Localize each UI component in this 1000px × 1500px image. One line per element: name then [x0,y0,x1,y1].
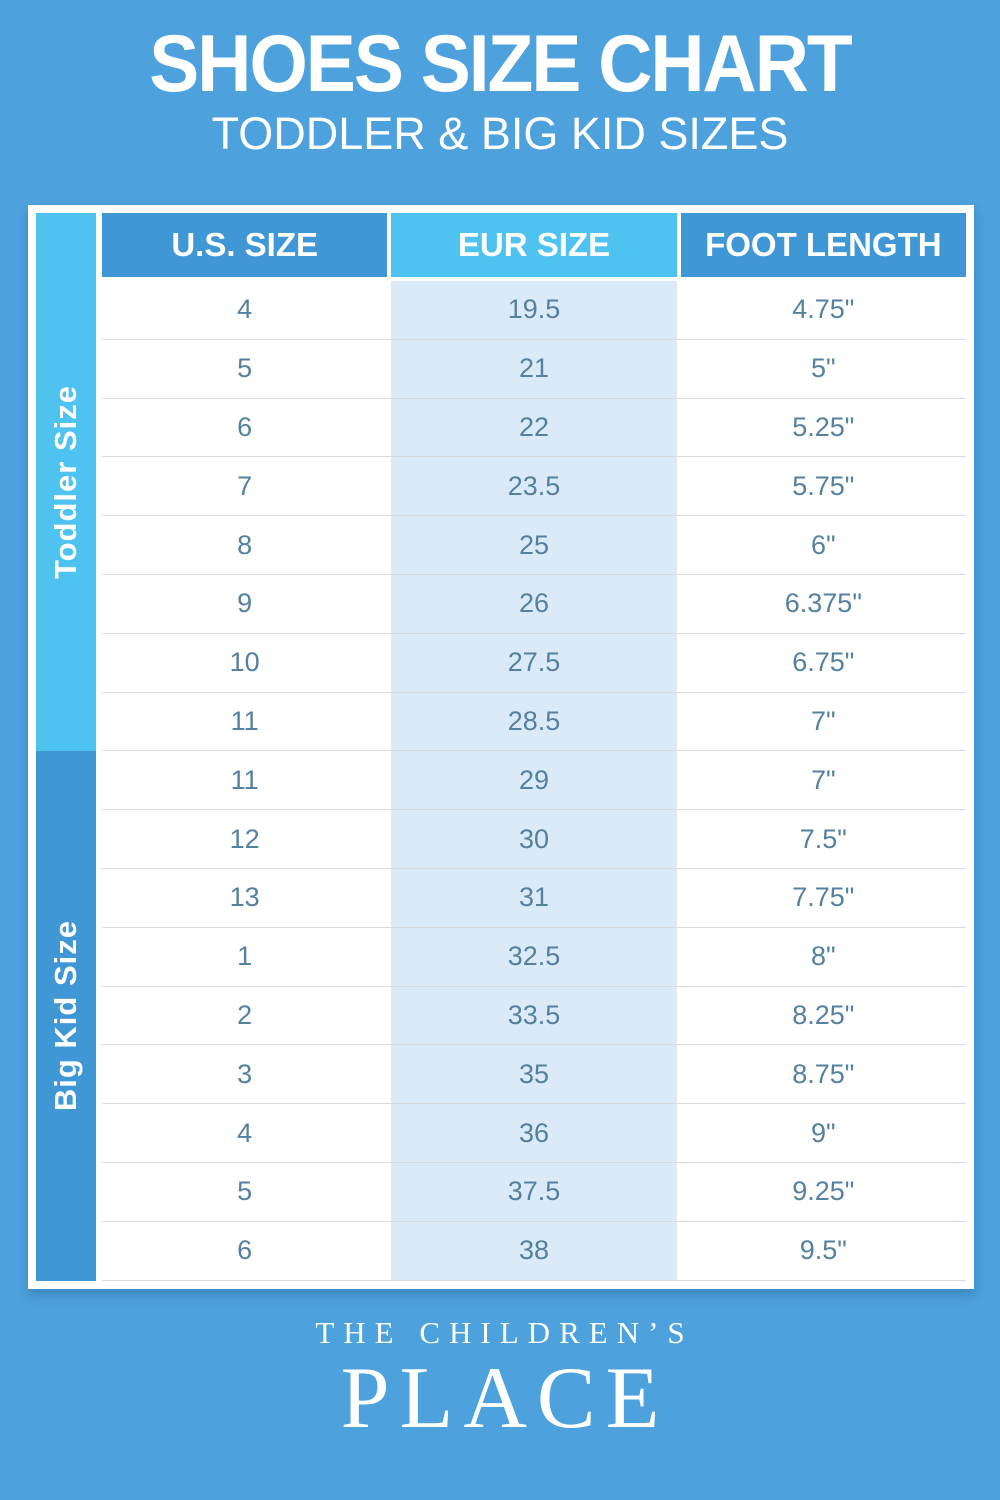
foot-length-cell: 5.75" [681,457,966,515]
table-row [102,1104,966,1163]
header-foot-length: FOOT LENGTH [681,213,966,277]
foot-length-cell: 9" [681,1104,966,1162]
table-row [102,457,966,516]
eur-size-cell: 25 [391,516,676,574]
us-size-cell: 4 [102,281,387,339]
foot-length-cell: 5" [681,340,966,398]
us-size-cell: 13 [102,869,387,927]
us-size-cell: 4 [102,1104,387,1162]
us-size-cell: 7 [102,457,387,515]
table-row [102,869,966,928]
us-size-cell: 11 [102,751,387,809]
eur-size-cell: 28.5 [391,693,676,751]
table-header-row [102,213,966,277]
eur-size-cell: 30 [391,810,676,868]
foot-length-cell: 7.75" [681,869,966,927]
title-block [0,0,1000,159]
us-size-cell: 1 [102,928,387,986]
us-size-cell: 11 [102,693,387,751]
eur-size-cell: 26 [391,575,676,633]
section-label-column [36,213,96,1281]
foot-length-cell: 7.5" [681,810,966,868]
table-row [102,281,966,340]
table-row [102,399,966,458]
table-row [102,1222,966,1281]
us-size-cell: 5 [102,1163,387,1221]
page-title: SHOES SIZE CHART [149,17,851,109]
table-row [102,751,966,810]
eur-size-cell: 27.5 [391,634,676,692]
table-row [102,987,966,1046]
size-chart-table [28,205,974,1289]
table-row [102,693,966,752]
size-table [102,213,966,1281]
bigkid-section-label: Big Kid Size [48,920,83,1112]
toddler-section-strip [36,213,96,751]
toddler-section-label: Toddler Size [48,384,83,579]
brand-line-place: PLACE [340,1350,670,1447]
foot-length-cell: 8" [681,928,966,986]
foot-length-cell: 7" [681,693,966,751]
foot-length-cell: 8.75" [681,1045,966,1103]
foot-length-cell: 6.75" [681,634,966,692]
foot-length-cell: 4.75" [681,281,966,339]
table-row [102,810,966,869]
foot-length-cell: 5.25" [681,399,966,457]
eur-size-cell: 22 [391,399,676,457]
eur-size-cell: 19.5 [391,281,676,339]
us-size-cell: 12 [102,810,387,868]
eur-size-cell: 32.5 [391,928,676,986]
foot-length-cell: 7" [681,751,966,809]
us-size-cell: 9 [102,575,387,633]
eur-size-cell: 21 [391,340,676,398]
us-size-cell: 6 [102,399,387,457]
us-size-cell: 6 [102,1222,387,1280]
eur-size-cell: 23.5 [391,457,676,515]
eur-size-cell: 35 [391,1045,676,1103]
foot-length-cell: 8.25" [681,987,966,1045]
table-row [102,634,966,693]
us-size-cell: 3 [102,1045,387,1103]
eur-size-cell: 31 [391,869,676,927]
eur-size-cell: 36 [391,1104,676,1162]
eur-size-cell: 37.5 [391,1163,676,1221]
foot-length-cell: 6" [681,516,966,574]
header-eur-size: EUR SIZE [391,213,676,277]
table-row [102,575,966,634]
eur-size-cell: 33.5 [391,987,676,1045]
table-row [102,516,966,575]
us-size-cell: 2 [102,987,387,1045]
table-row [102,1045,966,1104]
table-body [102,281,966,1281]
brand-logo [0,1315,1000,1447]
table-row [102,928,966,987]
us-size-cell: 5 [102,340,387,398]
header-us-size: U.S. SIZE [102,213,387,277]
us-size-cell: 10 [102,634,387,692]
bigkid-section-strip [36,751,96,1281]
us-size-cell: 8 [102,516,387,574]
eur-size-cell: 38 [391,1222,676,1280]
eur-size-cell: 29 [391,751,676,809]
table-row [102,340,966,399]
foot-length-cell: 9.25" [681,1163,966,1221]
brand-line-the-childrens: THE CHILDREN’S [315,1315,694,1350]
foot-length-cell: 6.375" [681,575,966,633]
table-row [102,1163,966,1222]
foot-length-cell: 9.5" [681,1222,966,1280]
page-subtitle: TODDLER & BIG KID SIZES [211,108,789,159]
